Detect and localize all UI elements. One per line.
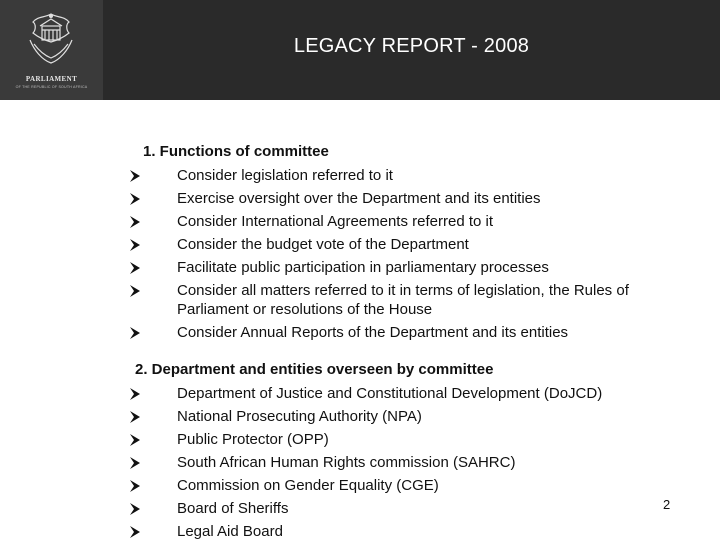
list-item-text: National Prosecuting Authority (NPA) [177, 408, 422, 425]
list-item-text: Facilitate public participation in parliamentary processes [177, 259, 549, 276]
arrowhead-bullet-icon [129, 476, 143, 495]
list-item-text: South African Human Rights commission (SAHRC) [177, 454, 516, 471]
arrowhead-bullet-icon [129, 212, 143, 231]
list-item-text: Commission on Gender Equality (CGE) [177, 477, 439, 494]
slide-header [0, 0, 720, 100]
section2-heading: 2. Department and entities overseen by committee [135, 361, 494, 378]
list-item [0, 384, 647, 403]
list-item [0, 407, 647, 426]
list-item-text: Legal Aid Board [177, 523, 283, 540]
list-item [0, 453, 647, 472]
list-item [0, 323, 647, 342]
arrowhead-bullet-icon [129, 323, 143, 342]
logo-panel [0, 0, 103, 100]
arrowhead-bullet-icon [129, 166, 143, 185]
list-item [0, 430, 647, 449]
list-item-text: Exercise oversight over the Department and its entities [177, 190, 541, 207]
arrowhead-bullet-icon [129, 430, 143, 449]
arrowhead-bullet-icon [129, 189, 143, 208]
arrowhead-bullet-icon [129, 407, 143, 426]
arrowhead-bullet-icon [129, 384, 143, 403]
list-item-text: Board of Sheriffs [177, 500, 289, 517]
list-item-text: Department of Justice and Constitutional Development (DoJCD) [177, 385, 603, 402]
arrowhead-bullet-icon [129, 235, 143, 254]
page-number: 2 [663, 497, 671, 512]
arrowhead-bullet-icon [129, 258, 143, 277]
logo-name: PARLIAMENT [25, 75, 78, 83]
list-item [0, 281, 647, 319]
slide-title: LEGACY REPORT - 2008 [293, 35, 530, 57]
list-item [0, 235, 647, 254]
logo-subtitle: OF THE REPUBLIC OF SOUTH AFRICA [15, 85, 88, 89]
arrowhead-bullet-icon [129, 453, 143, 472]
arrowhead-bullet-icon [129, 522, 143, 541]
section1-list [0, 166, 720, 342]
section2-list [0, 384, 720, 541]
list-item-text: Consider Annual Reports of the Department and its entities [177, 324, 569, 341]
arrowhead-bullet-icon [129, 281, 143, 300]
section1-heading: 1. Functions of committee [143, 143, 329, 160]
list-item [0, 166, 647, 185]
list-item [0, 189, 647, 208]
list-item-text: Public Protector (OPP) [177, 431, 329, 448]
parliament-crest-icon [0, 0, 103, 75]
list-item [0, 476, 647, 495]
list-item [0, 258, 647, 277]
list-item [0, 499, 647, 518]
arrowhead-bullet-icon [129, 499, 143, 518]
list-item-text: Consider International Agreements referred to it [177, 213, 494, 230]
list-item [0, 212, 647, 231]
list-item-text: Consider legislation referred to it [177, 167, 393, 184]
list-item [0, 522, 647, 541]
list-item-text: Consider all matters referred to it in terms of legislation, the Rules of Parliament or resolutions of the House [177, 282, 629, 318]
list-item-text: Consider the budget vote of the Department [177, 236, 469, 253]
